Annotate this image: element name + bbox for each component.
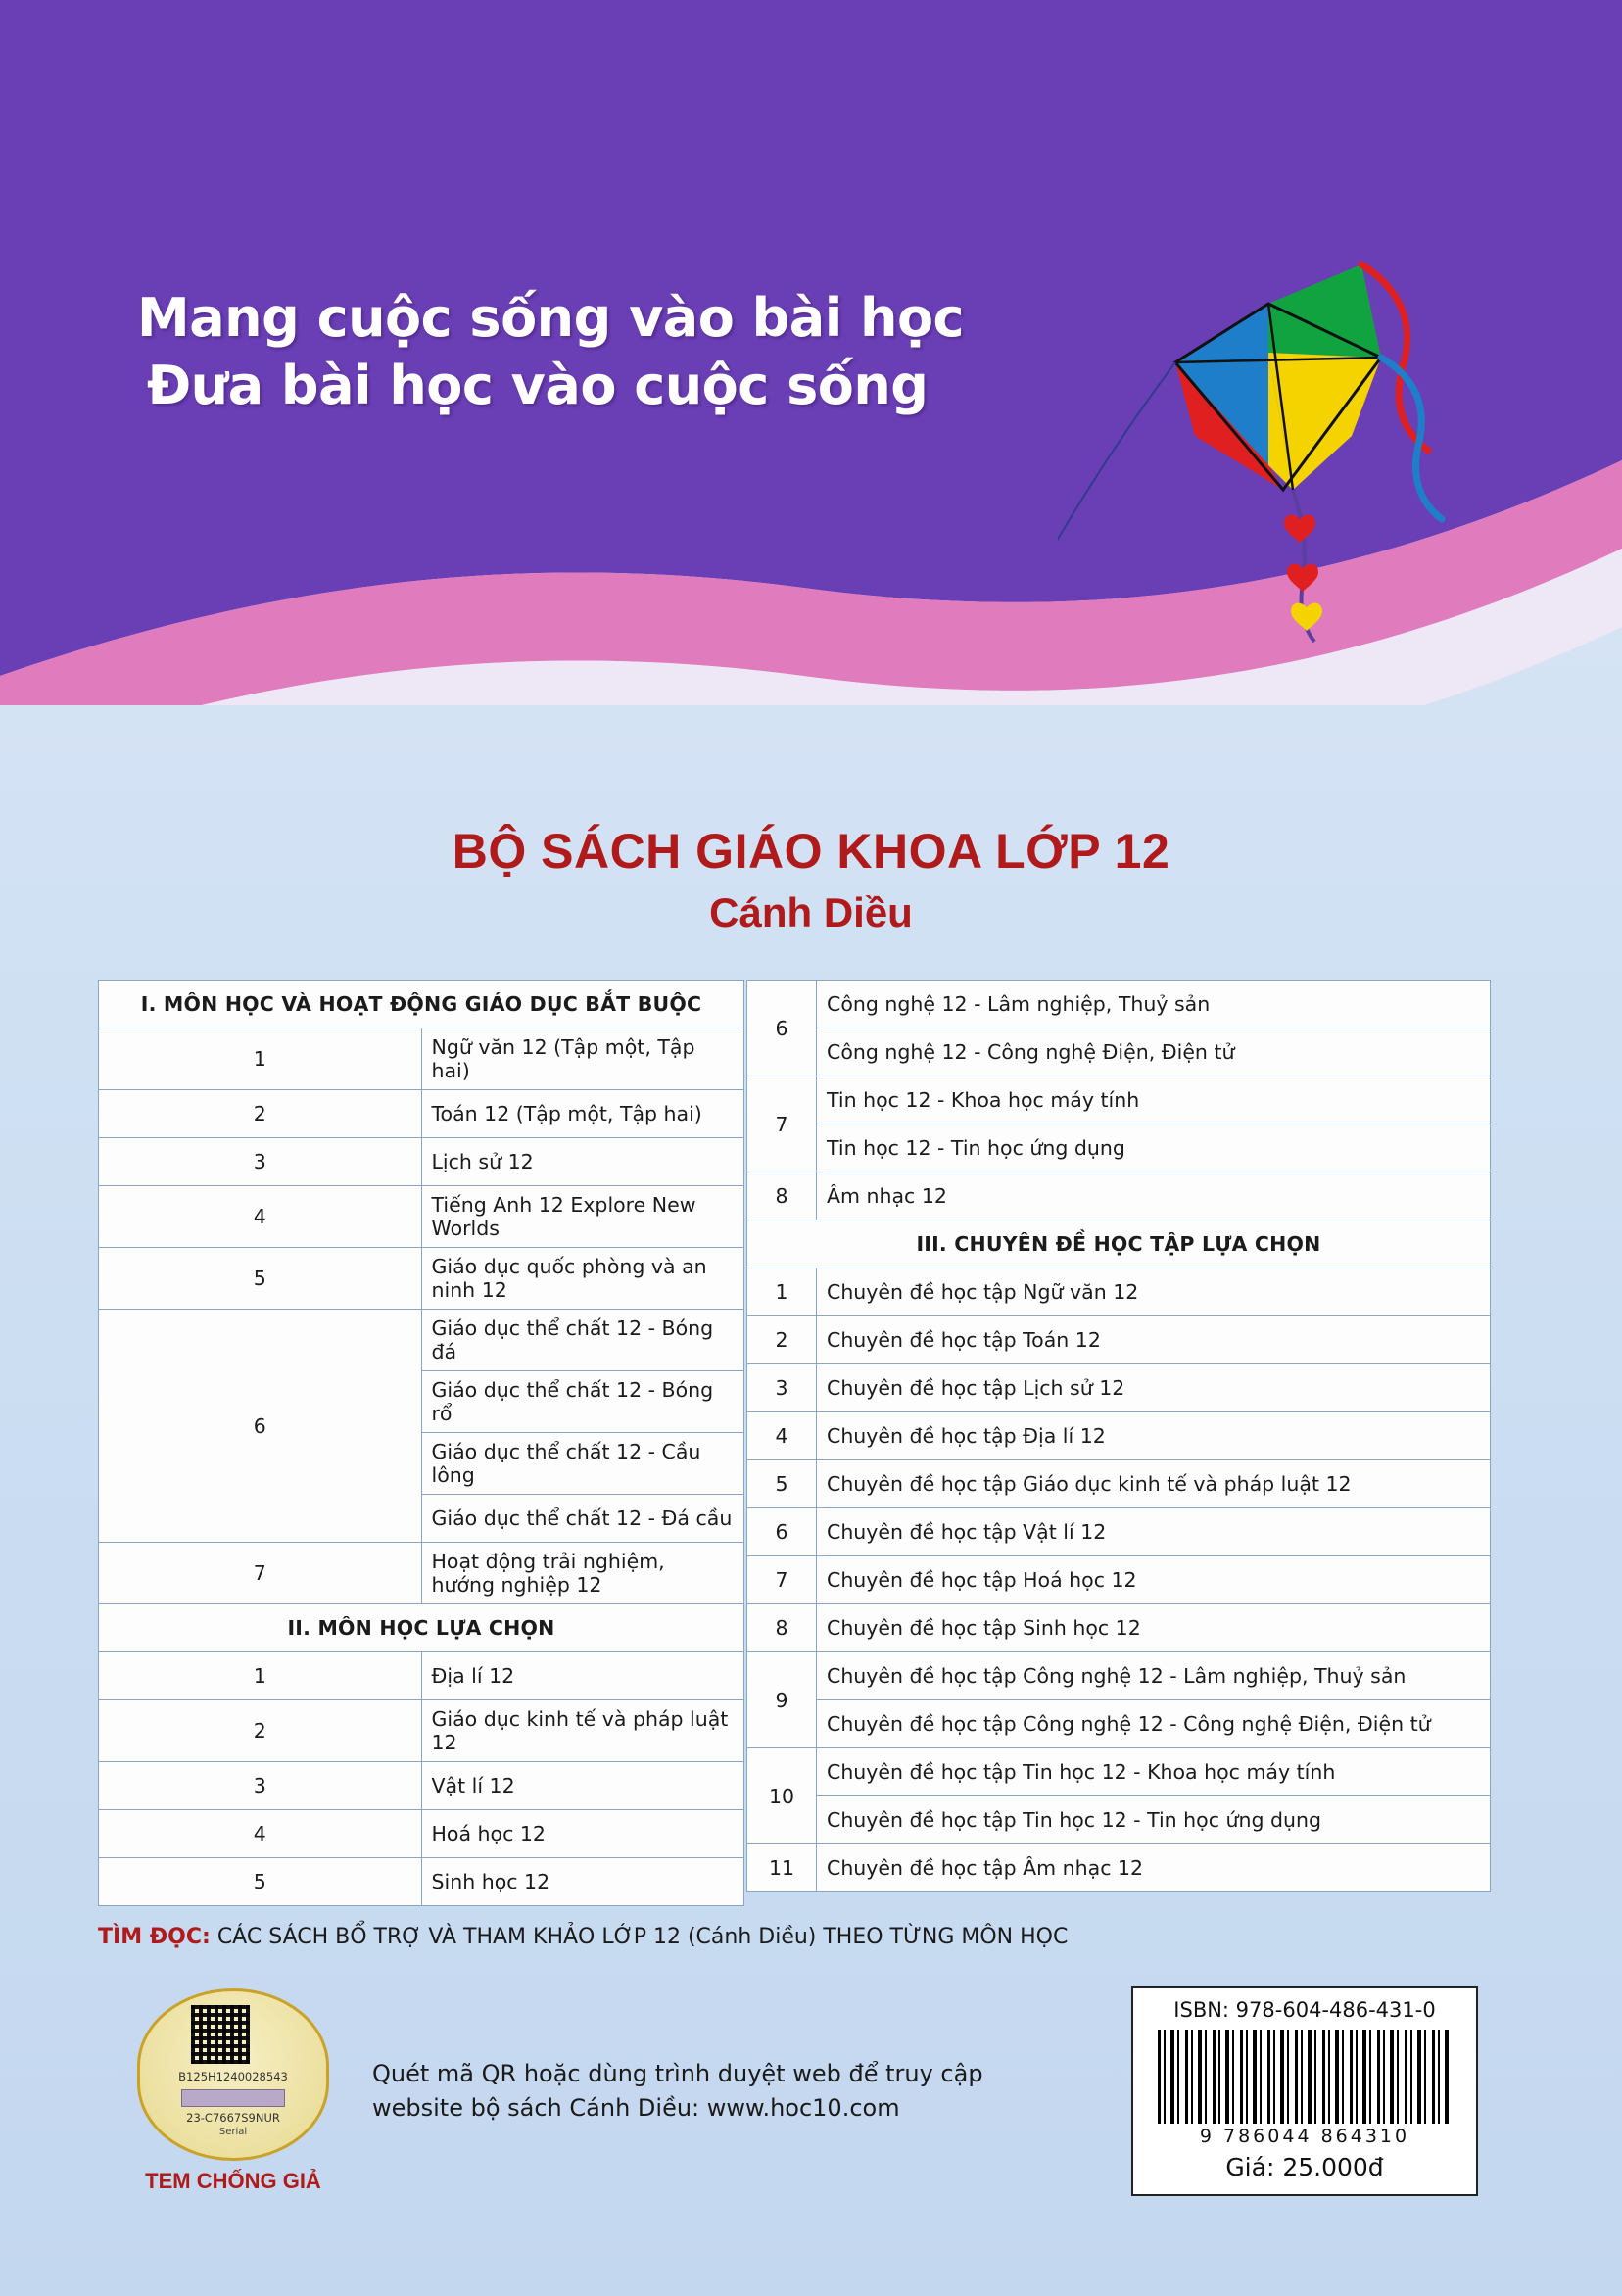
table-row-number: 6: [747, 981, 817, 1076]
table-row-title: Giáo dục thể chất 12 - Cầu lông: [421, 1433, 744, 1495]
table-row-title: Chuyên đề học tập Địa lí 12: [817, 1412, 1491, 1460]
table-row: [747, 1076, 1491, 1124]
table-row-title: Tiếng Anh 12 Explore New Worlds: [421, 1186, 744, 1248]
table-row-title: Công nghệ 12 - Công nghệ Điện, Điện tử: [817, 1028, 1491, 1076]
table-row-number: 7: [99, 1543, 422, 1604]
table-row-number: 5: [747, 1460, 817, 1508]
table-row-title: Địa lí 12: [421, 1652, 744, 1700]
table-row-number: 8: [747, 1604, 817, 1652]
table-row: [747, 1028, 1491, 1076]
table-row-number: 3: [747, 1364, 817, 1412]
table-row: [99, 1652, 744, 1700]
table-row-title: Chuyên đề học tập Giáo dục kinh tế và pháp luật 12: [817, 1460, 1491, 1508]
table-row: [747, 1172, 1491, 1220]
stamp-label: TEM CHỐNG GIẢ: [145, 2169, 321, 2193]
table-row: [99, 1700, 744, 1762]
table-section-header-row: [99, 1604, 744, 1652]
table-row-title: Giáo dục thể chất 12 - Bóng rổ: [421, 1371, 744, 1433]
table-row-number: 6: [99, 1310, 422, 1543]
table-row-number: 3: [99, 1762, 422, 1810]
page-title: BỘ SÁCH GIÁO KHOA LỚP 12: [452, 824, 1170, 879]
table-row: [747, 1652, 1491, 1700]
book-list-left-column: [98, 980, 744, 1906]
table-row-number: 2: [99, 1090, 422, 1138]
table-row-title: Vật lí 12: [421, 1762, 744, 1810]
qr-instruction-line-2: website bộ sách Cánh Diều: www.hoc10.com: [372, 2093, 900, 2122]
table-row-number: 1: [747, 1268, 817, 1316]
table-row: [747, 1124, 1491, 1172]
table-row-number: 9: [747, 1652, 817, 1748]
table-left: [98, 980, 744, 1906]
find-read-line: [98, 1925, 1548, 1949]
table-row-title: Giáo dục thể chất 12 - Đá cầu: [421, 1495, 744, 1543]
table-row-number: 5: [99, 1248, 422, 1310]
hero-banner: [0, 0, 1622, 705]
table-row-title: Chuyên đề học tập Âm nhạc 12: [817, 1844, 1491, 1892]
table-row: [747, 1268, 1491, 1316]
table-row-number: 6: [747, 1508, 817, 1556]
table-row-title: Ngữ văn 12 (Tập một, Tập hai): [421, 1028, 744, 1090]
stamp-code-1: B125H1240028543: [178, 2070, 288, 2083]
slogan-line-2: Đưa bài học vào cuộc sống: [147, 355, 929, 417]
table-row: [99, 1858, 744, 1906]
table-row: [747, 1604, 1491, 1652]
table-row: [99, 1310, 744, 1371]
table-section-header: III. CHUYÊN ĐỀ HỌC TẬP LỰA CHỌN: [747, 1220, 1491, 1268]
table-row-title: Lịch sử 12: [421, 1138, 744, 1186]
stamp-scratch-bar: [181, 2089, 285, 2107]
table-row-number: 7: [747, 1076, 817, 1172]
table-row-number: 5: [99, 1858, 422, 1906]
table-row-title: Chuyên đề học tập Sinh học 12: [817, 1604, 1491, 1652]
table-row: [747, 1796, 1491, 1844]
table-row: [99, 1810, 744, 1858]
table-row-title: Công nghệ 12 - Lâm nghiệp, Thuỷ sản: [817, 981, 1491, 1028]
kite-icon: [1058, 196, 1518, 656]
table-row: [747, 1364, 1491, 1412]
table-row-number: 11: [747, 1844, 817, 1892]
stamp-serial-label: Serial: [218, 2127, 248, 2137]
table-row-title: Chuyên đề học tập Ngữ văn 12: [817, 1268, 1491, 1316]
table-row: [99, 1186, 744, 1248]
find-read-text: CÁC SÁCH BỔ TRỢ VÀ THAM KHẢO LỚP 12 (Cánh Diều) THEO TỪNG MÔN HỌC: [210, 1925, 1069, 1949]
table-right: [746, 980, 1491, 1892]
stamp-qr-icon: [191, 2005, 250, 2064]
table-row: [99, 1090, 744, 1138]
table-row: [99, 1543, 744, 1604]
table-row-number: 4: [99, 1186, 422, 1248]
table-row-title: Chuyên đề học tập Tin học 12 - Tin học ứng dụng: [817, 1796, 1491, 1844]
qr-instruction: [372, 2057, 1117, 2126]
table-row-title: Hoạt động trải nghiệm, hướng nghiệp 12: [421, 1543, 744, 1604]
stamp-oval: [137, 1988, 329, 2161]
barcode-digits: 9 786044 864310: [1199, 2126, 1410, 2147]
table-row: [99, 1028, 744, 1090]
table-row-title: Chuyên đề học tập Lịch sử 12: [817, 1364, 1491, 1412]
table-row: [747, 1556, 1491, 1604]
table-row-number: 1: [99, 1652, 422, 1700]
table-row-title: Âm nhạc 12: [817, 1172, 1491, 1220]
qr-instruction-line-1: Quét mã QR hoặc dùng trình duyệt web để truy cập: [372, 2060, 983, 2087]
table-row-title: Hoá học 12: [421, 1810, 744, 1858]
isbn-text: ISBN: 978-604-486-431-0: [1173, 1998, 1436, 2022]
table-row: [747, 1460, 1491, 1508]
table-section-header: II. MÔN HỌC LỰA CHỌN: [99, 1604, 744, 1652]
table-row: [747, 1844, 1491, 1892]
isbn-barcode-box: [1131, 1986, 1478, 2196]
page-subtitle: Cánh Diều: [709, 889, 913, 935]
table-row-title: Giáo dục thể chất 12 - Bóng đá: [421, 1310, 744, 1371]
table-row-number: 8: [747, 1172, 817, 1220]
table-section-header: I. MÔN HỌC VÀ HOẠT ĐỘNG GIÁO DỤC BẮT BUỘC: [99, 981, 744, 1028]
table-row: [747, 1748, 1491, 1796]
table-section-header-row: [99, 981, 744, 1028]
find-read-label: TÌM ĐỌC:: [98, 1925, 211, 1949]
table-row: [747, 1700, 1491, 1748]
table-row-number: 2: [747, 1316, 817, 1364]
table-row: [99, 1762, 744, 1810]
table-row-title: Tin học 12 - Tin học ứng dụng: [817, 1124, 1491, 1172]
table-row-title: Chuyên đề học tập Tin học 12 - Khoa học máy tính: [817, 1748, 1491, 1796]
table-row-title: Chuyên đề học tập Hoá học 12: [817, 1556, 1491, 1604]
table-row: [747, 981, 1491, 1028]
table-row-title: Toán 12 (Tập một, Tập hai): [421, 1090, 744, 1138]
table-section-header-row: [747, 1220, 1491, 1268]
table-row-number: 3: [99, 1138, 422, 1186]
table-row-title: Giáo dục quốc phòng và an ninh 12: [421, 1248, 744, 1310]
table-row-title: Giáo dục kinh tế và pháp luật 12: [421, 1700, 744, 1762]
table-row-title: Tin học 12 - Khoa học máy tính: [817, 1076, 1491, 1124]
table-row-number: 2: [99, 1700, 422, 1762]
table-row-number: 4: [747, 1412, 817, 1460]
table-row-number: 1: [99, 1028, 422, 1090]
table-row-title: Chuyên đề học tập Công nghệ 12 - Lâm nghiệp, Thuỷ sản: [817, 1652, 1491, 1700]
table-row-number: 7: [747, 1556, 817, 1604]
table-row: [747, 1412, 1491, 1460]
book-list-right-column: [746, 980, 1491, 1892]
table-row-title: Chuyên đề học tập Công nghệ 12 - Công nghệ Điện, Điện tử: [817, 1700, 1491, 1748]
table-row: [747, 1508, 1491, 1556]
price-text: Giá: 25.000đ: [1225, 2153, 1384, 2181]
table-row-title: Sinh học 12: [421, 1858, 744, 1906]
table-row: [99, 1248, 744, 1310]
slogan: [137, 284, 964, 419]
table-row-title: Chuyên đề học tập Toán 12: [817, 1316, 1491, 1364]
anti-counterfeit-stamp: [125, 1988, 341, 2194]
table-row-title: Chuyên đề học tập Vật lí 12: [817, 1508, 1491, 1556]
table-row-number: 10: [747, 1748, 817, 1844]
stamp-code-2: 23-C7667S9NUR: [186, 2111, 280, 2125]
barcode-icon: [1158, 2030, 1452, 2124]
table-row-number: 4: [99, 1810, 422, 1858]
table-row: [747, 1316, 1491, 1364]
table-row: [99, 1138, 744, 1186]
slogan-line-1: Mang cuộc sống vào bài học: [137, 287, 965, 349]
